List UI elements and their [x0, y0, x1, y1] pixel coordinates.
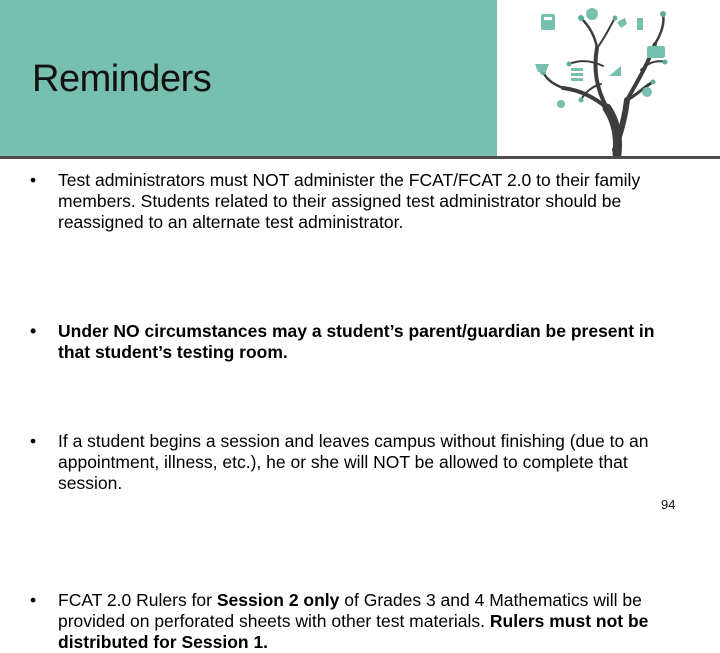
bullet-text: Under NO circumstances may a student’s parent/guardian be present in that student’s testing room. — [58, 321, 655, 362]
bullet-text: If a student begins a session and leaves campus without finishing (due to an appointment, illness, etc.), he or she will NOT be allowed to complete that session. — [58, 431, 649, 493]
bullet-marker: • — [30, 431, 37, 451]
tree-of-knowledge-icon — [497, 0, 720, 156]
bullet-item — [30, 170, 685, 233]
bullet-item — [30, 321, 685, 363]
bullet-marker: • — [30, 321, 37, 341]
bullet-text: Test administrators must NOT administer the FCAT/FCAT 2.0 to their family members. Students related to their assigned test administrator should be reassigned to an alternate test administrator. — [58, 170, 641, 232]
bullet-text-part: of Grades 3 and 4 Mathematics will be provided on perforated sheets with other test materials. — [58, 590, 642, 631]
bullet-marker: • — [30, 170, 37, 190]
bullet-item — [30, 590, 685, 653]
bullet-text-emphasis: Session 2 only — [216, 590, 340, 610]
bullet-text-part: FCAT 2.0 Rulers for — [58, 590, 217, 610]
bullet-item — [30, 431, 685, 494]
page-number: 94 — [661, 497, 676, 512]
title-banner — [0, 0, 497, 156]
bullet-text — [58, 590, 648, 652]
bullet-text-emphasis: Rulers must not be distributed for Session 1. — [58, 611, 649, 652]
bullet-marker: • — [30, 590, 37, 610]
slide-title: Reminders — [32, 58, 212, 100]
logo-area — [497, 0, 720, 156]
header-divider — [0, 156, 720, 159]
